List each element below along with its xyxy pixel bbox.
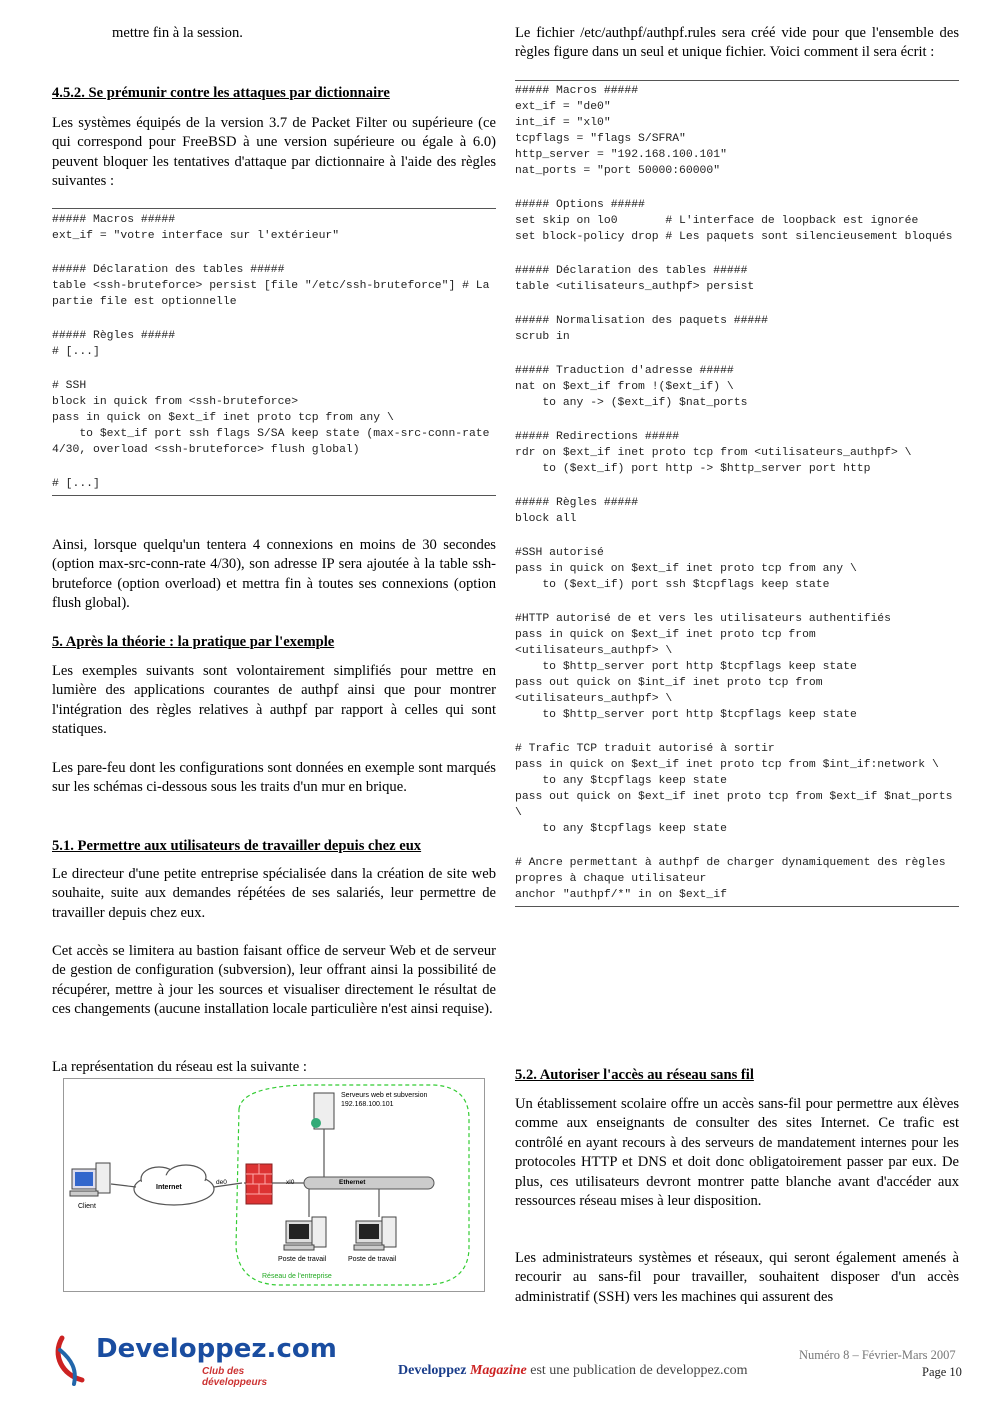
code-line: to any $tcpflags keep state	[515, 823, 727, 835]
code-line: to any $tcpflags keep state	[515, 775, 727, 787]
client-computer-icon	[70, 1163, 110, 1196]
section-4-5-2-paragraph: Les systèmes équipés de la version 3.7 de Packet Filter ou supérieure (ce qui correspond pour FreeBSD à une version supérieure ou égale à 6.0) peuvent bloquer les tentatives d'attaque par dictionnaire à l'aide des règles suivantes :	[52, 115, 496, 190]
code-line: # [...]	[52, 346, 100, 358]
issue-number: Numéro 8 – Février-Mars 2007	[799, 1348, 956, 1362]
intro-tail: mettre fin à la session.	[112, 25, 243, 41]
code-block-authpf-rules	[515, 80, 959, 907]
section-5-1-title: 5.1. Permettre aux utilisateurs de travailler depuis chez eux	[52, 838, 422, 854]
server-label-name: Serveurs web et subversion	[341, 1092, 428, 1099]
code-line: # SSH	[52, 380, 87, 392]
code-line: ##### Macros #####	[52, 214, 176, 226]
code-line: ##### Déclaration des tables #####	[515, 265, 748, 277]
code-line: table <utilisateurs_authpf> persist	[515, 281, 755, 293]
de0-label: de0	[216, 1179, 227, 1186]
code-line: ##### Règles #####	[515, 497, 639, 509]
footer-publication	[398, 1363, 748, 1379]
code-line: ##### Macros #####	[515, 85, 639, 97]
code-line: block in quick from <ssh-bruteforce>	[52, 396, 299, 408]
code-line: pass in quick on $ext_if inet proto tcp from <utilisateurs_authpf> \	[515, 629, 823, 657]
network-diagram-drawing	[64, 1079, 484, 1291]
footer-magazine: Magazine	[469, 1363, 527, 1378]
section-5-paragraph-1: Les exemples suivants sont volontairement simplifiés pour mettre en lumière des applications courantes de authpf ainsi que pour montrer l'intégration des règles relatives à authpf par rapport à celles qui sont statiques.	[52, 663, 496, 738]
code-line: ##### Redirections #####	[515, 431, 680, 443]
code-line: tcpflags = "flags S/SFRA"	[515, 133, 686, 145]
right-intro-paragraph: Le fichier /etc/authpf/authpf.rules sera créé vide pour que l'ensemble des règles figure dans un seul et unique fichier. Voici comment il sera écrit :	[515, 25, 959, 61]
code-line: scrub in	[515, 331, 570, 343]
developpez-logo	[52, 1330, 337, 1388]
ethernet-bus	[304, 1177, 434, 1189]
code-line	[515, 295, 959, 313]
workstation-1-icon	[284, 1189, 326, 1250]
code-line: set skip on lo0 # L'interface de loopback est ignorée	[515, 215, 919, 227]
code-line: nat_ports = "port 50000:60000"	[515, 165, 721, 177]
code-line: int_if = "xl0"	[515, 117, 611, 129]
client-label: Client	[78, 1203, 96, 1210]
firewall-brick-icon	[246, 1164, 272, 1204]
logo-swirl-icon	[52, 1330, 102, 1386]
code-line: pass out quick on $int_if inet proto tcp from <utilisateurs_authpf> \	[515, 677, 830, 705]
workstation-2-label: Poste de travail	[348, 1256, 397, 1263]
code-line	[52, 310, 496, 328]
workstation-1-label: Poste de travail	[278, 1256, 327, 1263]
code-line: pass in quick on $ext_if inet proto tcp from $int_if:network \	[515, 759, 939, 771]
internet-label: Internet	[156, 1184, 182, 1191]
code-line: #HTTP autorisé de et vers les utilisateurs authentifiés	[515, 613, 891, 625]
code-line	[515, 179, 959, 197]
code-line: to any -> ($ext_if) $nat_ports	[515, 397, 748, 409]
code-line	[515, 245, 959, 263]
network-diagram	[63, 1078, 485, 1292]
code-block-ssh-bruteforce	[52, 208, 496, 496]
enterprise-network-label: Réseau de l'entreprise	[262, 1273, 332, 1280]
server-label-ip: 192.168.100.101	[341, 1101, 394, 1108]
code-line: ext_if = "votre interface sur l'extérieur"	[52, 230, 340, 242]
logo-text: Developpez.com	[96, 1334, 337, 1364]
xl0-label: xl0	[286, 1179, 295, 1186]
code-line: http_server = "192.168.100.101"	[515, 149, 727, 161]
code-line	[515, 527, 959, 545]
code-line: ##### Règles #####	[52, 330, 176, 342]
code-line: # [...]	[52, 478, 100, 490]
server-label	[341, 1091, 427, 1109]
code-line: ##### Normalisation des paquets #####	[515, 315, 768, 327]
code-line: ##### Options #####	[515, 199, 645, 211]
section-5-paragraph-2: Les pare-feu dont les configurations sont données en exemple sont marqués sur les schémas ci-dessous sous les traits d'un mur en brique.	[52, 760, 496, 796]
section-5-1-paragraph-2: Cet accès se limitera au bastion faisant office de serveur Web et de serveur de gestion de configuration (subversion), leur offrant ainsi la possibilité de récupérer, mettre à jour les sources et visualiser directement le résultat de ces changements (aucune installation locale particulière n'est ainsi requise).	[52, 943, 496, 1018]
code-line	[52, 360, 496, 378]
code-line: to $http_server port http $tcpflags keep state	[515, 709, 857, 721]
code-line: pass in quick on $ext_if inet proto tcp from any \	[52, 412, 394, 424]
footer-brand: Developpez	[398, 1363, 467, 1378]
section-5-2-title: 5.2. Autoriser l'accès au réseau sans fil	[515, 1067, 754, 1083]
footer-publication-text: est une publication de developpez.com	[526, 1363, 748, 1378]
code-line: to $ext_if port ssh flags S/SA keep state (max-src-conn-rate 4/30, overload <ssh-bruteforce> flush global)	[52, 428, 497, 456]
code-line: #SSH autorisé	[515, 547, 604, 559]
page-number: Page 10	[922, 1365, 962, 1379]
workstation-2-icon	[354, 1189, 396, 1250]
code-line: block all	[515, 513, 577, 525]
code-line	[515, 345, 959, 363]
code-line: to ($ext_if) port http -> $http_server port http	[515, 463, 871, 475]
code-line: pass in quick on $ext_if inet proto tcp from any \	[515, 563, 857, 575]
section-4-5-2-title: 4.5.2. Se prémunir contre les attaques par dictionnaire	[52, 85, 390, 101]
logo-subtitle: Club des développeurs	[202, 1366, 268, 1388]
code-line: ext_if = "de0"	[515, 101, 611, 113]
code-line: nat on $ext_if from !($ext_if) \	[515, 381, 734, 393]
code-line: pass out quick on $ext_if inet proto tcp from $ext_if $nat_ports \	[515, 791, 960, 819]
code-line: rdr on $ext_if inet proto tcp from <utilisateurs_authpf> \	[515, 447, 912, 459]
code-line: to $http_server port http $tcpflags keep state	[515, 661, 857, 673]
section-5-1-paragraph-1: Le directeur d'une petite entreprise spécialisée dans la création de site web souhaite, suite aux demandes répétées de ses salariés, leur permettre de travailler depuis chez eux.	[52, 866, 496, 921]
code-line: to ($ext_if) port ssh $tcpflags keep state	[515, 579, 830, 591]
code-line: # Ancre permettant à authpf de charger dynamiquement des règles propres à chaque utilisateur	[515, 857, 953, 885]
code-line: set block-policy drop # Les paquets sont silencieusement bloqués	[515, 231, 953, 243]
section-5-2-paragraph-1: Un établissement scolaire offre un accès sans-fil pour permettre aux élèves comme aux enseignants de consulter des sites Internet. Ce trafic est contrôlé en ayant recours à des serveurs de mandatement internes pour les protocoles HTTP et DNS et doit donc obligatoirement passer par eux. De plus, ces utilisateurs devront montrer patte blanche avant d'accéder aux ressources réseau mises à leur disposition.	[515, 1096, 959, 1210]
code-line	[515, 837, 959, 855]
code-line	[52, 458, 496, 476]
section-5-title: 5. Après la théorie : la pratique par l'exemple	[52, 634, 335, 650]
diagram-intro: La représentation du réseau est la suivante :	[52, 1059, 307, 1075]
ethernet-label: Ethernet	[339, 1179, 366, 1186]
section-5-2-paragraph-2: Les administrateurs systèmes et réseaux, qui seront également amenés à recourir au sans-fil pour travailler, souhaitent disposer d'un accès administratif (SSH) vers les machines qui assurent des	[515, 1250, 959, 1305]
code-line: ##### Déclaration des tables #####	[52, 264, 285, 276]
after-code-paragraph: Ainsi, lorsque quelqu'un tentera 4 connexions en moins de 30 secondes (option max-src-conn-rate 4/30), son adresse IP sera ajoutée à la table ssh-bruteforce (option overload) et mettra fin à toutes ses connexions (option flush global).	[52, 537, 496, 612]
code-line	[515, 593, 959, 611]
code-line	[515, 411, 959, 429]
code-line: anchor "authpf/*" in on $ext_if	[515, 889, 727, 901]
code-line: ##### Traduction d'adresse #####	[515, 365, 734, 377]
code-line	[515, 723, 959, 741]
code-line: table <ssh-bruteforce> persist [file "/etc/ssh-bruteforce"] # La partie file est optionnelle	[52, 280, 497, 308]
code-line	[515, 477, 959, 495]
server-icon	[311, 1093, 334, 1177]
code-line	[52, 244, 496, 262]
code-line: # Trafic TCP traduit autorisé à sortir	[515, 743, 775, 755]
